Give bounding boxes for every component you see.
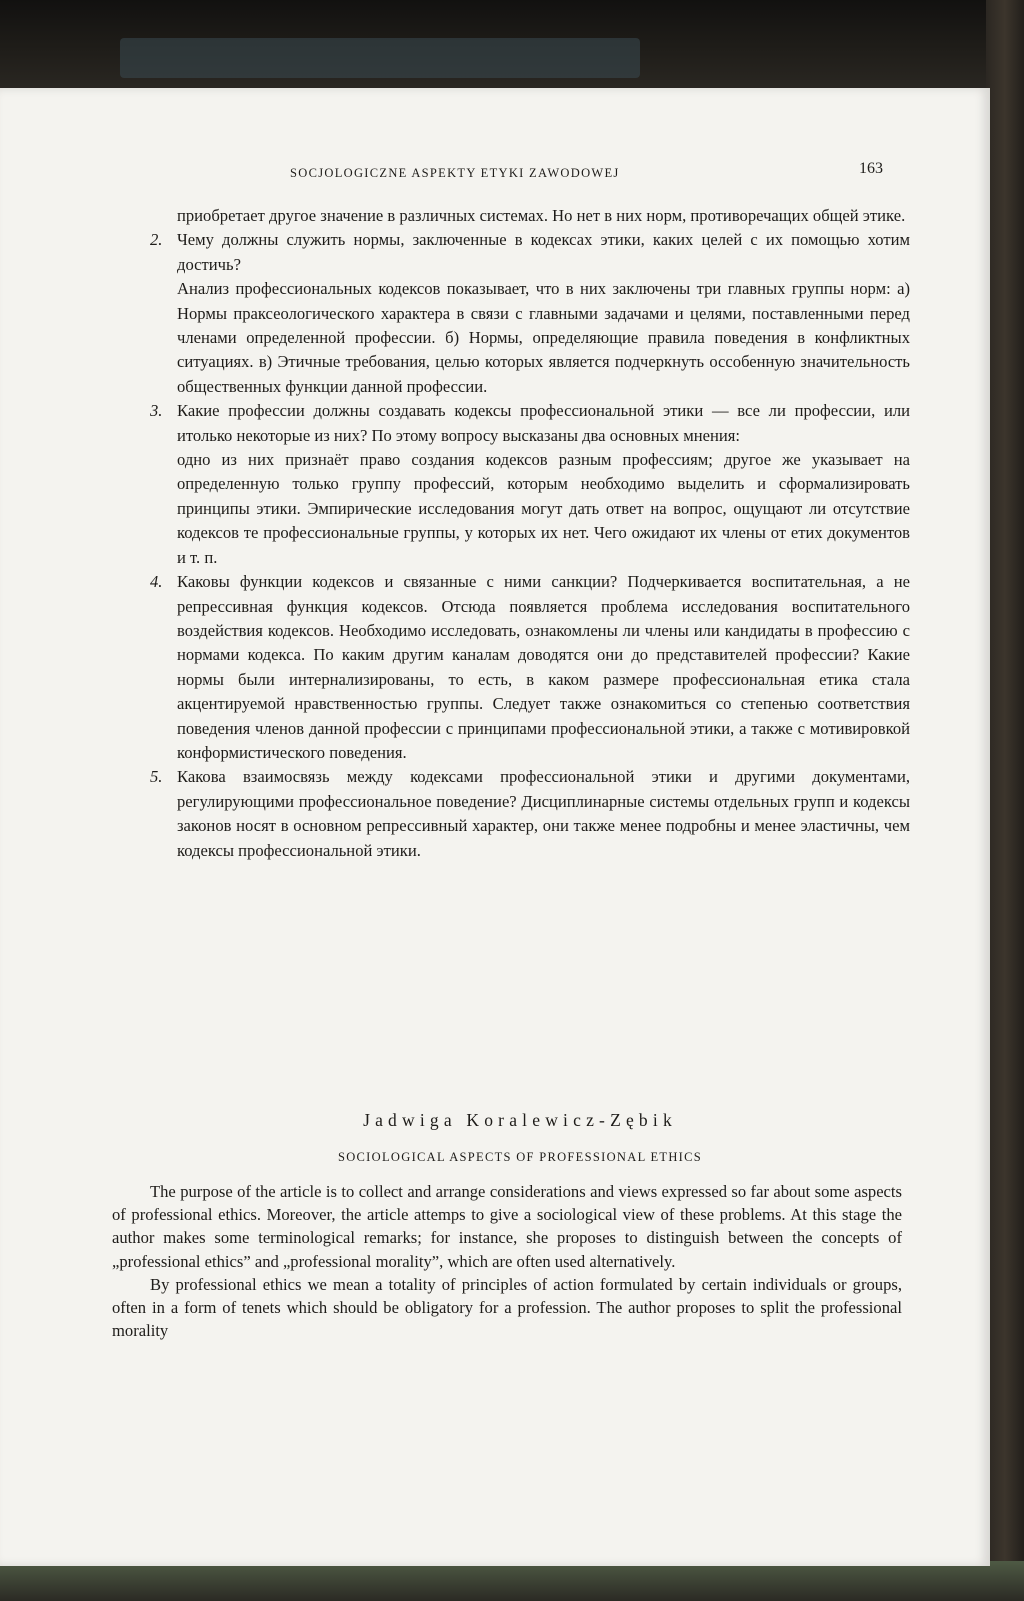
item-question: Чему должны служить нормы, заключенные в кодексах этики, каких целей с их помощью хотим достичь?: [177, 230, 910, 274]
summary-title: SOCIOLOGICAL ASPECTS OF PROFESSIONAL ETHICS: [337, 1150, 703, 1164]
item-question: Какова взаимосвязь между кодексами профессиональной этики и другими документами, регулирующими профессиональное поведение? Дисциплинарные системы отдельных групп и кодексы законов носят в основном репрессивный характер, они также менее подробны и менее эластичны, чем кодексы профессиональной этики.: [177, 767, 910, 860]
list-item-2: [150, 228, 910, 399]
item-number: 4.: [150, 572, 163, 592]
scan-right-border: [986, 0, 1024, 1601]
item-body: Анализ профессиональных кодексов показывает, что в них заключены три главных группы норм: а) Нормы праксеологического характера в связи с главными задачами и целями, поставленными перед членами определенной профессии. б) Нормы, определяющие правила поведения в конфликтных ситуациях. в) Этичные требования, целью которых является подчеркнуть оссобенную значительность общественных функции данной профессии.: [177, 279, 910, 396]
list-item-5: [150, 765, 910, 863]
item-number: 3.: [150, 401, 163, 421]
russian-summary: [150, 204, 910, 863]
intro-paragraph: приобретает другое значение в различных системах. Но нет в них норм, противоречащих общей этике.: [177, 206, 906, 225]
item-question: Каковы функции кодексов и связанные с ними санкции? Подчеркивается воспитательная, а не репрессивная функция кодексов. Отсюда появляется проблема исследования воспитательного воздействия кодексов. Необходимо исследовать, ознакомлены ли члены или кандидаты в профессию с нормами кодекса. По каким другим каналам доводятся они до представителей профессии? Какие нормы были интернализированы, то есть, в каком размере профессиональная етика стала акцентируемой нравственностью группы. Следует также ознакомиться со степенью соответствия поведения членов данной профессии с принципами профессиональной этики, а также с мотивировкой конформистического поведения.: [177, 572, 910, 762]
page-content: [0, 88, 990, 1566]
list-item-3: [150, 399, 910, 570]
list-item-4: [150, 570, 910, 765]
item-number: 2.: [150, 230, 163, 250]
summary-author: Jadwiga Koralewicz-Zębik: [363, 1110, 677, 1130]
item-body: одно из них признаёт право создания кодексов разным профессиям; другое же указывает на определенную только группу профессий, которым необходимо выделить и сформализировать принципы этики. Эмпирические исследования могут дать ответ на вопрос, ощущают ли отсутствие кодексов те профессиональные группы, у которых их нет. Чего ожидают их члены от етих документов и т. п.: [177, 450, 910, 567]
scan-top-border: [0, 0, 1024, 90]
english-summary: [112, 1180, 902, 1342]
document-page: [0, 88, 990, 1566]
summary-paragraph: The purpose of the article is to collect and arrange considerations and views expressed so far about some aspects of professional ethics. Moreover, the article attemps to give a sociological view of these problems. At this stage the author makes some terminological remarks; for instance, she proposes to distinguish between the concepts of „professional ethics” and „professional morality”, which are often used alternatively.: [112, 1182, 902, 1271]
running-head: SOCJOLOGICZNE ASPEKTY ETYKI ZAWODOWEJ: [290, 166, 620, 180]
scan-bottom-border: [0, 1561, 1024, 1601]
item-question: Какие профессии должны создавать кодексы профессиональной этики — все ли профессии, или итолько некоторые из них? По этому вопросу высказаны два основных мнения:: [177, 401, 910, 445]
page-number: 163: [859, 160, 883, 177]
item-number: 5.: [150, 767, 163, 787]
summary-paragraph: By professional ethics we mean a totality of principles of action formulated by certain individuals or groups, often in a form of tenets which should be obligatory for a profession. The author proposes to split the professional morality: [112, 1274, 902, 1341]
